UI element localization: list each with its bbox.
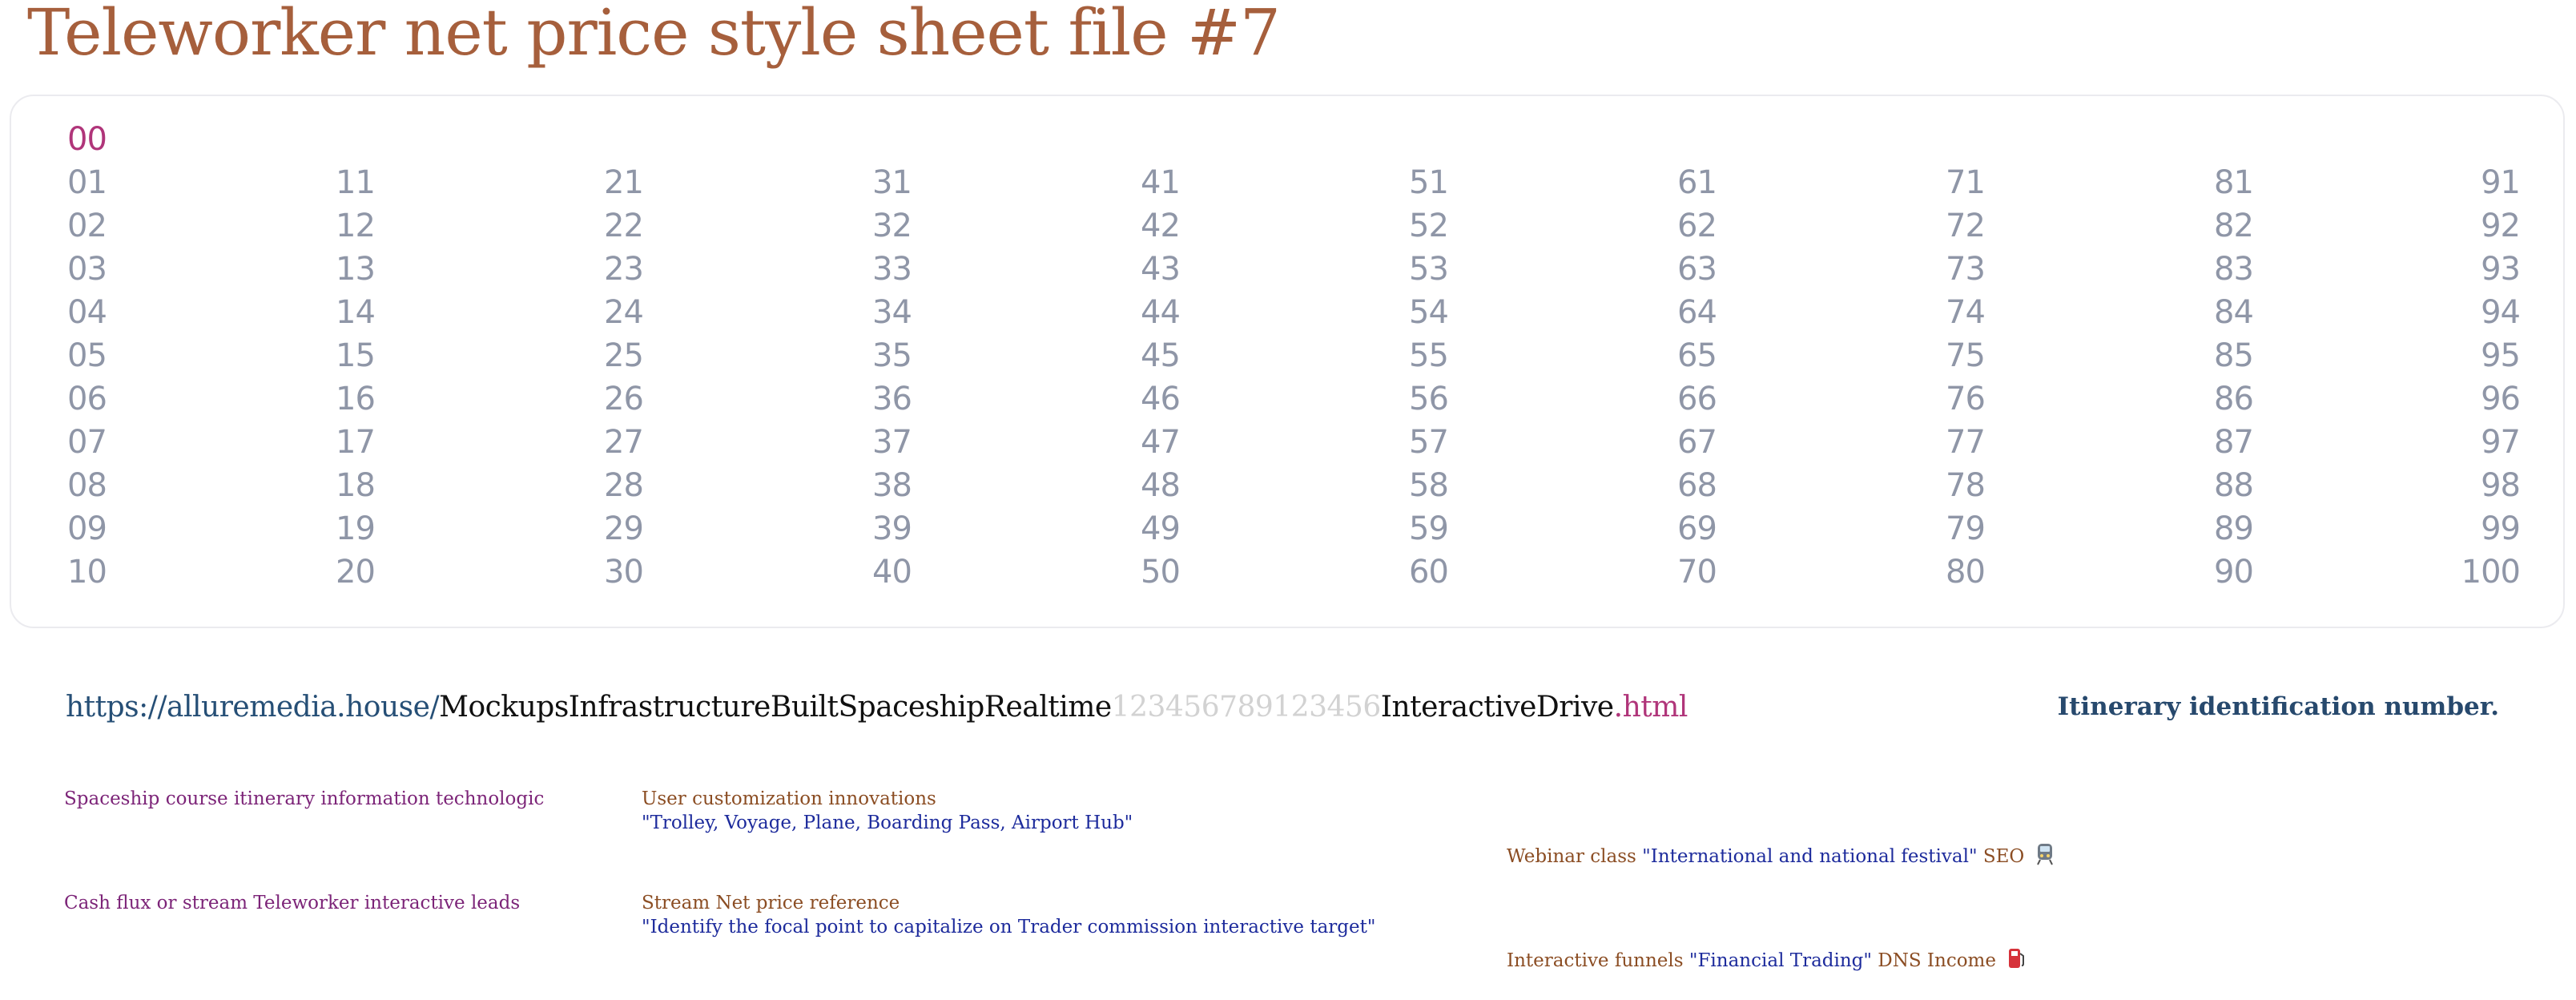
number-cell: 02 bbox=[67, 208, 107, 244]
number-cell: 44 bbox=[1141, 294, 1180, 331]
number-cell: 56 bbox=[1409, 381, 1448, 417]
number-cell: 20 bbox=[336, 554, 375, 591]
number-cell: 46 bbox=[1141, 381, 1180, 417]
number-cell: 43 bbox=[1141, 251, 1180, 288]
number-cell: 91 bbox=[2481, 164, 2520, 201]
number-grid-panel bbox=[10, 95, 2565, 628]
number-cell: 85 bbox=[2214, 337, 2253, 374]
number-cell: 77 bbox=[1946, 424, 1985, 461]
number-cell: 10 bbox=[67, 554, 107, 591]
number-cell: 93 bbox=[2481, 251, 2520, 288]
number-cell: 17 bbox=[336, 424, 375, 461]
itinerary-label: Itinerary identification number. bbox=[2057, 692, 2499, 721]
number-cell: 78 bbox=[1946, 467, 1985, 504]
number-cell: 23 bbox=[604, 251, 643, 288]
number-cell: 33 bbox=[872, 251, 912, 288]
number-cell: 64 bbox=[1677, 294, 1717, 331]
number-cell: 79 bbox=[1946, 510, 1985, 547]
number-cell: 09 bbox=[67, 510, 107, 547]
number-cell: 51 bbox=[1409, 164, 1448, 201]
number-cell: 54 bbox=[1409, 294, 1448, 331]
number-cell: 31 bbox=[872, 164, 912, 201]
number-cell: 72 bbox=[1946, 208, 1985, 244]
number-cell: 49 bbox=[1141, 510, 1180, 547]
number-cell: 47 bbox=[1141, 424, 1180, 461]
note-right-1 bbox=[1507, 843, 2055, 872]
number-cell: 40 bbox=[872, 554, 912, 591]
number-cell: 55 bbox=[1409, 337, 1448, 374]
number-cell: 48 bbox=[1141, 467, 1180, 504]
number-cell: 38 bbox=[872, 467, 912, 504]
note-right-2-suffix: DNS Income bbox=[1871, 950, 1996, 971]
number-cell: 30 bbox=[604, 554, 643, 591]
number-cell: 29 bbox=[604, 510, 643, 547]
number-cell: 45 bbox=[1141, 337, 1180, 374]
number-cell: 69 bbox=[1677, 510, 1717, 547]
number-cell: 53 bbox=[1409, 251, 1448, 288]
number-cell: 74 bbox=[1946, 294, 1985, 331]
number-cell: 35 bbox=[872, 337, 912, 374]
number-cell: 57 bbox=[1409, 424, 1448, 461]
train-icon bbox=[2035, 843, 2055, 872]
number-cell: 25 bbox=[604, 337, 643, 374]
number-cell: 68 bbox=[1677, 467, 1717, 504]
url-suffix: InteractiveDrive bbox=[1380, 691, 1614, 724]
fuel-pump-icon bbox=[2006, 947, 2026, 976]
number-cell: 81 bbox=[2214, 164, 2253, 201]
note-right-2 bbox=[1507, 947, 2026, 976]
note-mid-1-quote: "Trolley, Voyage, Plane, Boarding Pass, Airport Hub" bbox=[642, 812, 1133, 833]
number-cell: 52 bbox=[1409, 208, 1448, 244]
note-mid-1-title: User customization innovations bbox=[642, 788, 936, 809]
number-cell: 01 bbox=[67, 164, 107, 201]
number-cell: 06 bbox=[67, 381, 107, 417]
number-cell: 83 bbox=[2214, 251, 2253, 288]
url-link[interactable] bbox=[66, 691, 1688, 724]
number-cell: 04 bbox=[67, 294, 107, 331]
number-cell: 95 bbox=[2481, 337, 2520, 374]
number-cell: 99 bbox=[2481, 510, 2520, 547]
number-cell: 80 bbox=[1946, 554, 1985, 591]
number-cell: 39 bbox=[872, 510, 912, 547]
number-cell: 36 bbox=[872, 381, 912, 417]
url-domain: https://alluremedia.house/ bbox=[66, 691, 440, 724]
number-cell: 05 bbox=[67, 337, 107, 374]
number-cell: 07 bbox=[67, 424, 107, 461]
note-left-2: Cash flux or stream Teleworker interactive leads bbox=[64, 893, 521, 913]
number-cell: 89 bbox=[2214, 510, 2253, 547]
number-cell: 16 bbox=[336, 381, 375, 417]
number-cell: 34 bbox=[872, 294, 912, 331]
number-cell: 41 bbox=[1141, 164, 1180, 201]
url-path: MockupsInfrastructureBuiltSpaceshipRealtime bbox=[439, 691, 1112, 724]
number-cell: 70 bbox=[1677, 554, 1717, 591]
number-cell: 37 bbox=[872, 424, 912, 461]
number-cell: 27 bbox=[604, 424, 643, 461]
number-cell: 90 bbox=[2214, 554, 2253, 591]
number-cell: 62 bbox=[1677, 208, 1717, 244]
page-title: Teleworker net price style sheet file #7 bbox=[27, 0, 1280, 70]
number-cell: 94 bbox=[2481, 294, 2520, 331]
number-cell: 50 bbox=[1141, 554, 1180, 591]
note-right-2-quote: "Financial Trading" bbox=[1688, 950, 1872, 971]
number-cell-highlight: 00 bbox=[67, 121, 107, 158]
number-cell: 67 bbox=[1677, 424, 1717, 461]
number-cell: 59 bbox=[1409, 510, 1448, 547]
number-cell: 76 bbox=[1946, 381, 1985, 417]
number-cell: 84 bbox=[2214, 294, 2253, 331]
note-mid-2-quote: "Identify the focal point to capitalize on Trader commission interactive target" bbox=[642, 917, 1376, 938]
url-digits: 123456789123456 bbox=[1111, 691, 1381, 724]
number-cell: 100 bbox=[2461, 554, 2520, 591]
number-cell: 86 bbox=[2214, 381, 2253, 417]
number-cell: 24 bbox=[604, 294, 643, 331]
number-cell: 32 bbox=[872, 208, 912, 244]
number-cell: 13 bbox=[336, 251, 375, 288]
number-cell: 58 bbox=[1409, 467, 1448, 504]
note-right-1-suffix: SEO bbox=[1977, 846, 2025, 867]
number-cell: 11 bbox=[336, 164, 375, 201]
number-cell: 75 bbox=[1946, 337, 1985, 374]
number-cell: 63 bbox=[1677, 251, 1717, 288]
number-cell: 61 bbox=[1677, 164, 1717, 201]
number-cell: 97 bbox=[2481, 424, 2520, 461]
number-cell: 88 bbox=[2214, 467, 2253, 504]
number-cell: 21 bbox=[604, 164, 643, 201]
note-right-1-prefix: Webinar class bbox=[1507, 846, 1643, 867]
number-cell: 96 bbox=[2481, 381, 2520, 417]
note-mid-2-title: Stream Net price reference bbox=[642, 893, 900, 913]
note-right-1-quote: "International and national festival" bbox=[1642, 846, 1978, 867]
note-left-1: Spaceship course itinerary information technologic bbox=[64, 788, 545, 809]
number-cell: 14 bbox=[336, 294, 375, 331]
number-cell: 18 bbox=[336, 467, 375, 504]
number-cell: 15 bbox=[336, 337, 375, 374]
number-cell: 19 bbox=[336, 510, 375, 547]
number-cell: 42 bbox=[1141, 208, 1180, 244]
note-right-2-prefix: Interactive funnels bbox=[1507, 950, 1689, 971]
number-cell: 92 bbox=[2481, 208, 2520, 244]
url-extension: .html bbox=[1613, 691, 1688, 724]
number-cell: 66 bbox=[1677, 381, 1717, 417]
number-cell: 71 bbox=[1946, 164, 1985, 201]
number-cell: 28 bbox=[604, 467, 643, 504]
number-cell: 82 bbox=[2214, 208, 2253, 244]
number-cell: 26 bbox=[604, 381, 643, 417]
number-cell: 03 bbox=[67, 251, 107, 288]
number-cell: 65 bbox=[1677, 337, 1717, 374]
number-cell: 08 bbox=[67, 467, 107, 504]
number-cell: 12 bbox=[336, 208, 375, 244]
number-cell: 73 bbox=[1946, 251, 1985, 288]
number-cell: 87 bbox=[2214, 424, 2253, 461]
number-cell: 22 bbox=[604, 208, 643, 244]
number-cell: 98 bbox=[2481, 467, 2520, 504]
number-cell: 60 bbox=[1409, 554, 1448, 591]
